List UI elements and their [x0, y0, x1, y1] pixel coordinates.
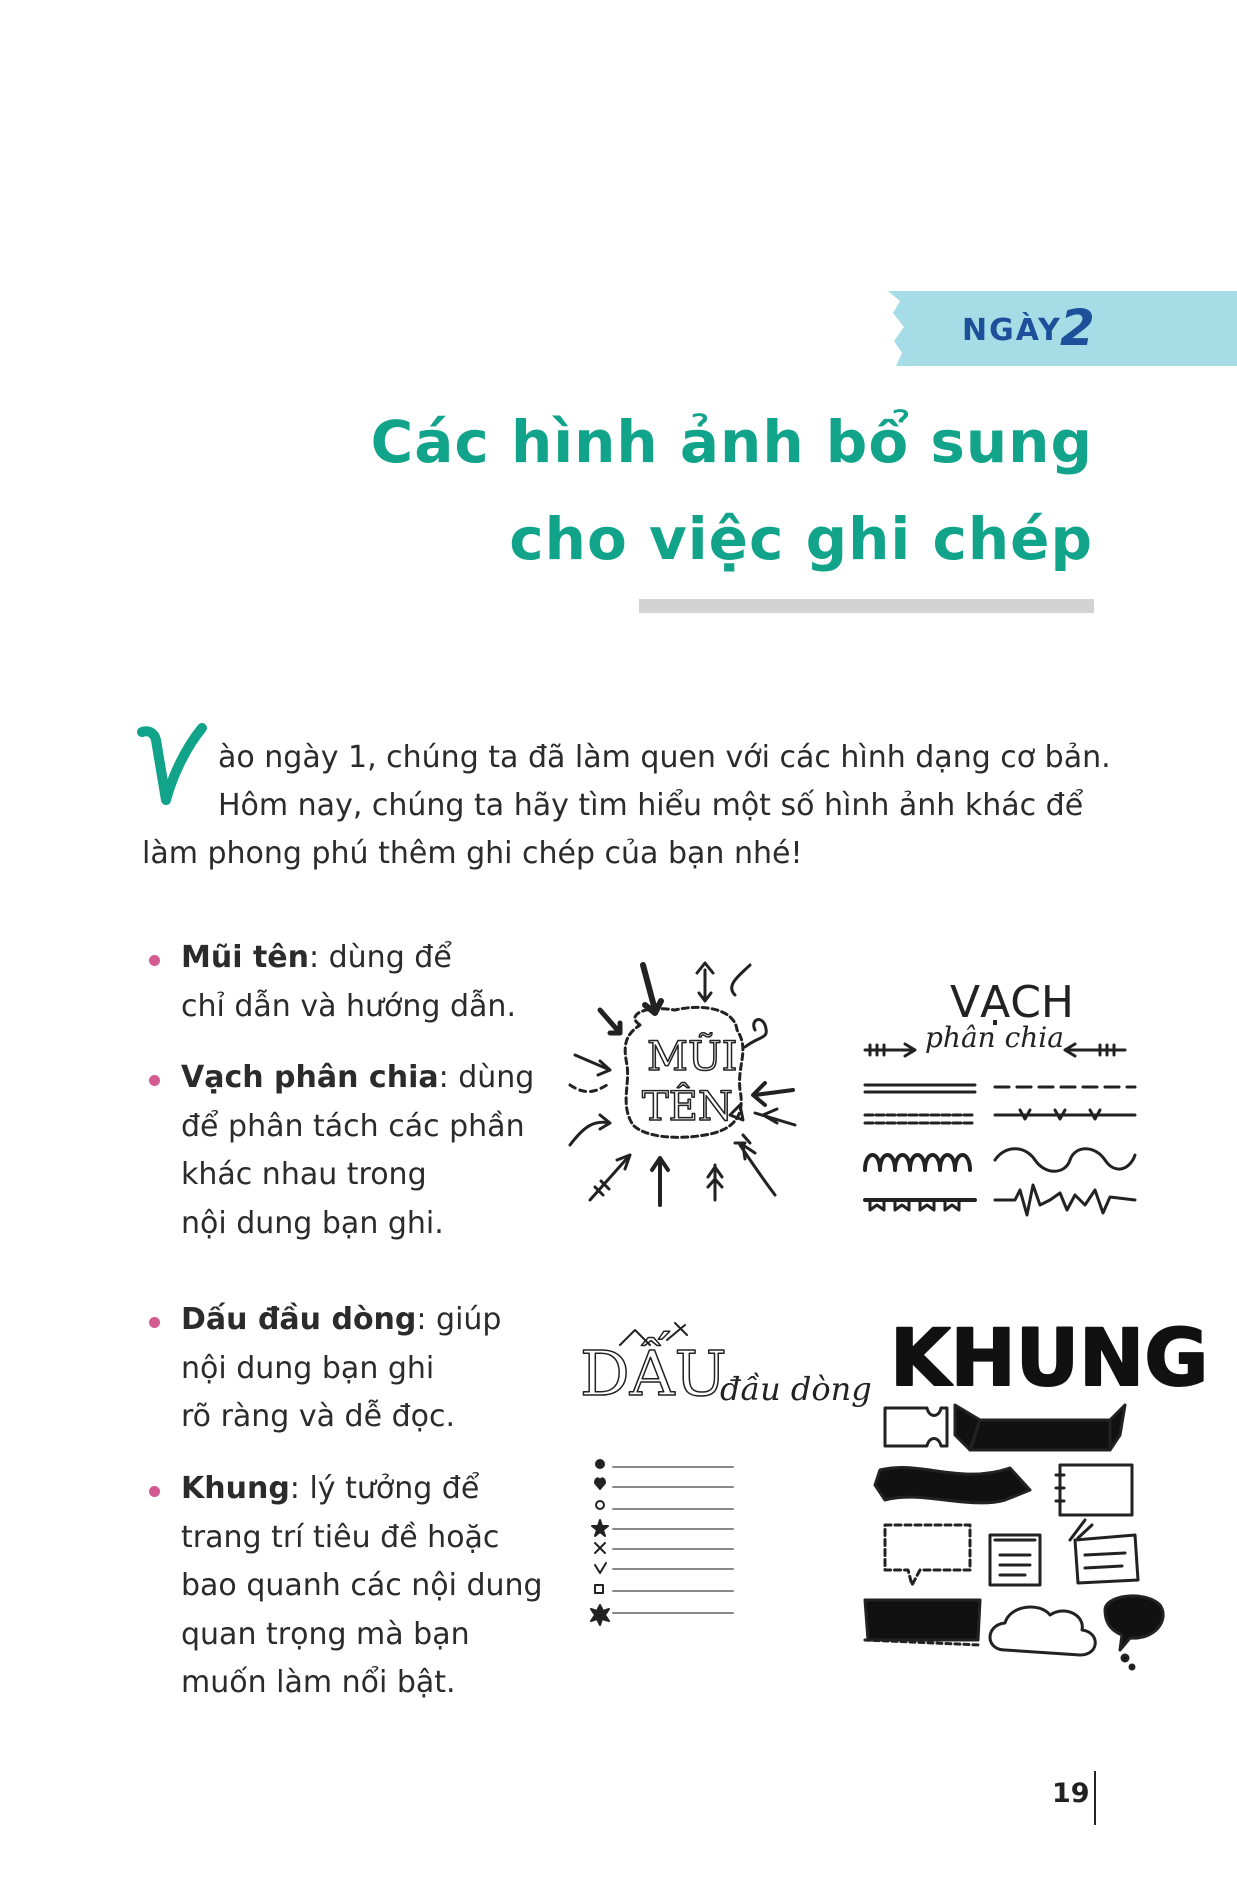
frames-illustration [860, 1310, 1209, 1670]
intro-line-2: Hôm nay, chúng ta hãy tìm hiểu một số hình ảnh khác để [218, 788, 1084, 823]
bullet-term: Mũi tên [181, 940, 309, 975]
bullet-arrows [181, 934, 516, 1031]
bullets-illustration [575, 1315, 872, 1645]
bullet-dot [149, 1317, 160, 1328]
bullet-dividers [181, 1054, 534, 1248]
bullet-term: Khung [181, 1471, 290, 1506]
bullet-text: nội dung bạn ghi [181, 1350, 435, 1386]
bullet-bullet-points [181, 1296, 501, 1442]
page-number-rule [1094, 1771, 1096, 1825]
bullets-label-2: đầu dòng [720, 1370, 872, 1408]
frames-label: KHUNG [890, 1314, 1209, 1404]
bullet-dot [149, 1075, 160, 1086]
page-number: 19 [1052, 1778, 1090, 1809]
dividers-label-2: phân chia [925, 1021, 1064, 1054]
drop-cap-glyph [136, 722, 206, 818]
bullet-term: Dấu đầu dòng [181, 1302, 417, 1337]
page-title-line-2: cho việc ghi chép [509, 505, 1093, 573]
dividers-illustration [855, 965, 1145, 1225]
bullet-text: quan trọng mà bạn [181, 1616, 470, 1652]
day-tab [888, 291, 1237, 366]
arrows-label-1: MŨI [647, 1034, 738, 1080]
bullet-term: Vạch phân chia [181, 1060, 439, 1095]
day-number: 2 [1060, 299, 1095, 357]
bullet-text: bao quanh các nội dung [181, 1568, 543, 1603]
bullet-text: : dùng [438, 1060, 535, 1095]
bullet-text: trang trí tiêu đề hoặc [181, 1519, 500, 1555]
bullet-text: muốn làm nổi bật. [181, 1665, 456, 1700]
bullet-frames [181, 1465, 543, 1708]
bullet-text: : dùng để [308, 940, 452, 975]
drop-cap [136, 722, 206, 818]
dividers-label-1: VẠCH [950, 977, 1075, 1028]
arrows-illustration [565, 955, 805, 1235]
bullet-text: chỉ dẫn và hướng dẫn. [181, 988, 516, 1024]
bullet-text: rõ ràng và dễ đọc. [181, 1399, 456, 1434]
day-label: NGÀY [962, 313, 1062, 348]
bullet-text: khác nhau trong [181, 1157, 427, 1192]
page-title-line-1: Các hình ảnh bổ sung [370, 408, 1093, 476]
intro-line-3: làm phong phú thêm ghi chép của bạn nhé! [142, 836, 803, 871]
bullet-text: : giúp [416, 1302, 502, 1337]
arrows-label-2: TÊN [642, 1084, 733, 1130]
bullet-text: : lý tưởng để [289, 1471, 480, 1506]
intro-line-1: ào ngày 1, chúng ta đã làm quen với các hình dạng cơ bản. [218, 740, 1111, 775]
bullet-text: nội dung bạn ghi. [181, 1205, 444, 1241]
bullet-text: để phân tách các phần [181, 1108, 525, 1144]
title-underline [639, 599, 1094, 613]
bullet-dot [149, 955, 160, 966]
bullets-label-1: DẤU [580, 1337, 727, 1410]
bullet-dot [149, 1486, 160, 1497]
